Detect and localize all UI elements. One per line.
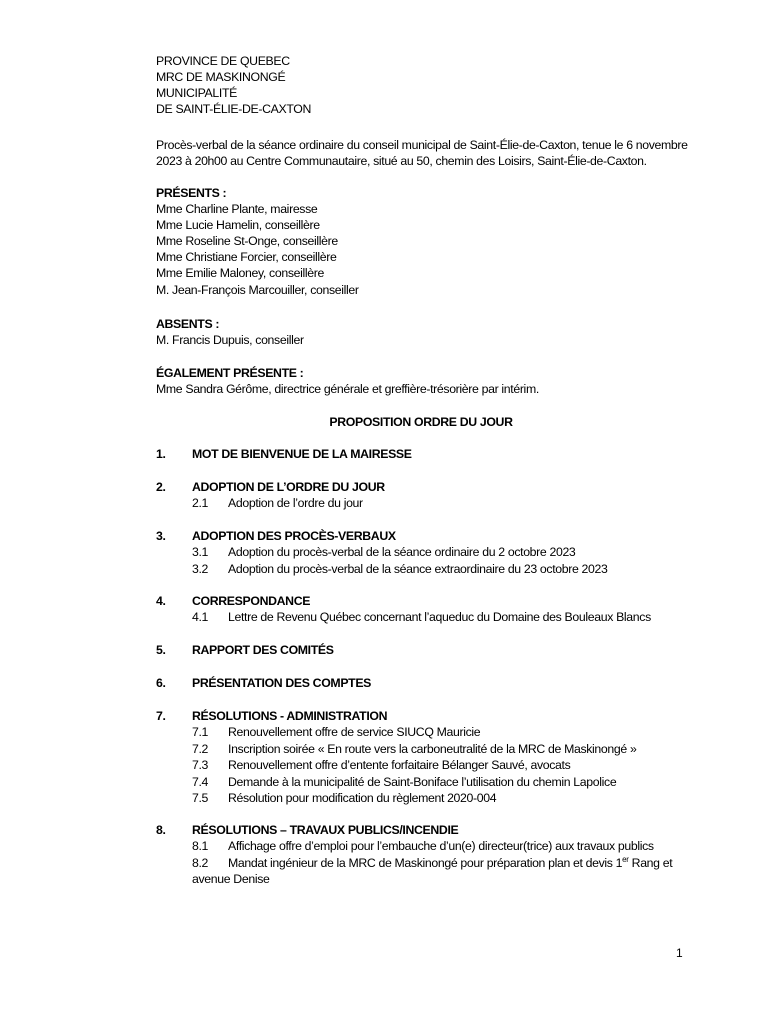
presents-heading: PRÉSENTS : bbox=[156, 186, 227, 200]
header-line: MUNICIPALITÉ bbox=[156, 86, 237, 101]
document-header bbox=[156, 53, 311, 117]
absents-section bbox=[156, 316, 304, 348]
subitem-number: 2.1 bbox=[192, 496, 209, 510]
agenda-item-title: MOT DE BIENVENUE DE LA MAIRESSE bbox=[192, 447, 412, 461]
subitem-text: Renouvellement offre d’entente forfaitaire Bélanger Sauvé, avocats bbox=[228, 758, 571, 772]
subitem-text: Affichage offre d’emploi pour l’embauche d’un(e) directeur(trice) aux travaux publics bbox=[228, 839, 654, 853]
subitem-text: Lettre de Revenu Québec concernant l’aqueduc du Domaine des Bouleaux Blancs bbox=[228, 610, 651, 624]
agenda-title: PROPOSITION ORDRE DU JOUR bbox=[329, 415, 513, 429]
subitem-number: 7.3 bbox=[192, 758, 209, 772]
subitem-text: Demande à la municipalité de Saint-Boniface l’utilisation du chemin Lapolice bbox=[228, 775, 617, 789]
presents-member: Mme Roseline St-Onge, conseillère bbox=[156, 234, 338, 249]
subitem-number: 8.2 bbox=[192, 856, 209, 870]
presents-section bbox=[156, 185, 359, 298]
presents-member: M. Jean-François Marcouiller, conseiller bbox=[156, 282, 359, 297]
header-line: MRC DE MASKINONGÉ bbox=[156, 70, 286, 85]
agenda-item-title: ADOPTION DES PROCÈS-VERBAUX bbox=[192, 529, 396, 543]
presents-member: Mme Charline Plante, mairesse bbox=[156, 202, 318, 217]
also-present-heading: ÉGALEMENT PRÉSENTE : bbox=[156, 366, 304, 380]
also-present-section bbox=[156, 365, 539, 397]
subitem-text: Inscription soirée « En route vers la carboneutralité de la MRC de Maskinongé » bbox=[228, 742, 637, 756]
subitem-number: 3.2 bbox=[192, 562, 209, 576]
agenda-item-number: 1. bbox=[156, 447, 166, 461]
page-number: 1 bbox=[676, 946, 683, 960]
presents-member: Mme Emilie Maloney, conseillère bbox=[156, 266, 324, 281]
header-line: DE SAINT-ÉLIE-DE-CAXTON bbox=[156, 102, 312, 117]
agenda-item-title: PRÉSENTATION DES COMPTES bbox=[192, 676, 372, 690]
subitem-text: Renouvellement offre de service SIUCQ Mauricie bbox=[228, 725, 481, 739]
subitem-number: 7.4 bbox=[192, 775, 209, 789]
agenda-item-number: 7. bbox=[156, 709, 166, 723]
agenda-item-number: 8. bbox=[156, 823, 166, 837]
agenda-item-number: 5. bbox=[156, 643, 166, 657]
absents-member: M. Francis Dupuis, conseiller bbox=[156, 333, 304, 348]
agenda-item-number: 6. bbox=[156, 676, 166, 690]
agenda-item-title: ADOPTION DE L’ORDRE DU JOUR bbox=[192, 480, 385, 494]
subitem-number: 7.2 bbox=[192, 742, 209, 756]
subitem-text: Adoption de l’ordre du jour bbox=[228, 496, 363, 510]
agenda-item-title: RAPPORT DES COMITÉS bbox=[192, 643, 334, 657]
subitem-continuation: avenue Denise bbox=[192, 872, 270, 886]
header-line: PROVINCE DE QUEBEC bbox=[156, 54, 290, 68]
subitem-text-part: Mandat ingénieur de la MRC de Maskinongé pour préparation plan et devis 1 bbox=[228, 856, 623, 870]
subitem-number: 7.5 bbox=[192, 791, 209, 805]
agenda-item-title: RÉSOLUTIONS - ADMINISTRATION bbox=[192, 709, 388, 723]
subitem-text: Adoption du procès-verbal de la séance ordinaire du 2 octobre 2023 bbox=[228, 545, 576, 559]
subitem-number: 7.1 bbox=[192, 725, 209, 739]
intro-paragraph bbox=[156, 137, 688, 169]
intro-line: Procès-verbal de la séance ordinaire du conseil municipal de Saint-Élie-de-Caxton, tenue le 6 novembre bbox=[156, 138, 688, 152]
presents-member: Mme Lucie Hamelin, conseillère bbox=[156, 218, 320, 233]
ordinal-superscript: er bbox=[622, 854, 629, 864]
also-present-member: Mme Sandra Gérôme, directrice générale et greffière-trésorière par intérim. bbox=[156, 382, 539, 397]
subitem-text-part: Rang et bbox=[628, 856, 673, 870]
agenda-item-number: 2. bbox=[156, 480, 166, 494]
absents-heading: ABSENTS : bbox=[156, 317, 220, 331]
subitem-number: 3.1 bbox=[192, 545, 209, 559]
subitem-number: 4.1 bbox=[192, 610, 209, 624]
subitem-text: Résolution pour modification du règlement 2020-004 bbox=[228, 791, 497, 805]
agenda-item-title: RÉSOLUTIONS – TRAVAUX PUBLICS/INCENDIE bbox=[192, 823, 459, 837]
subitem-text: Adoption du procès-verbal de la séance extraordinaire du 23 octobre 2023 bbox=[228, 562, 608, 576]
agenda-item-number: 4. bbox=[156, 594, 166, 608]
intro-line: 2023 à 20h00 au Centre Communautaire, situé au 50, chemin des Loisirs, Saint-Élie-de-Caxton. bbox=[156, 154, 647, 169]
presents-member: Mme Christiane Forcier, conseillère bbox=[156, 250, 337, 265]
agenda-item-number: 3. bbox=[156, 529, 166, 543]
agenda-item-title: CORRESPONDANCE bbox=[192, 594, 311, 608]
subitem-text bbox=[228, 855, 672, 871]
subitem-number: 8.1 bbox=[192, 839, 209, 853]
